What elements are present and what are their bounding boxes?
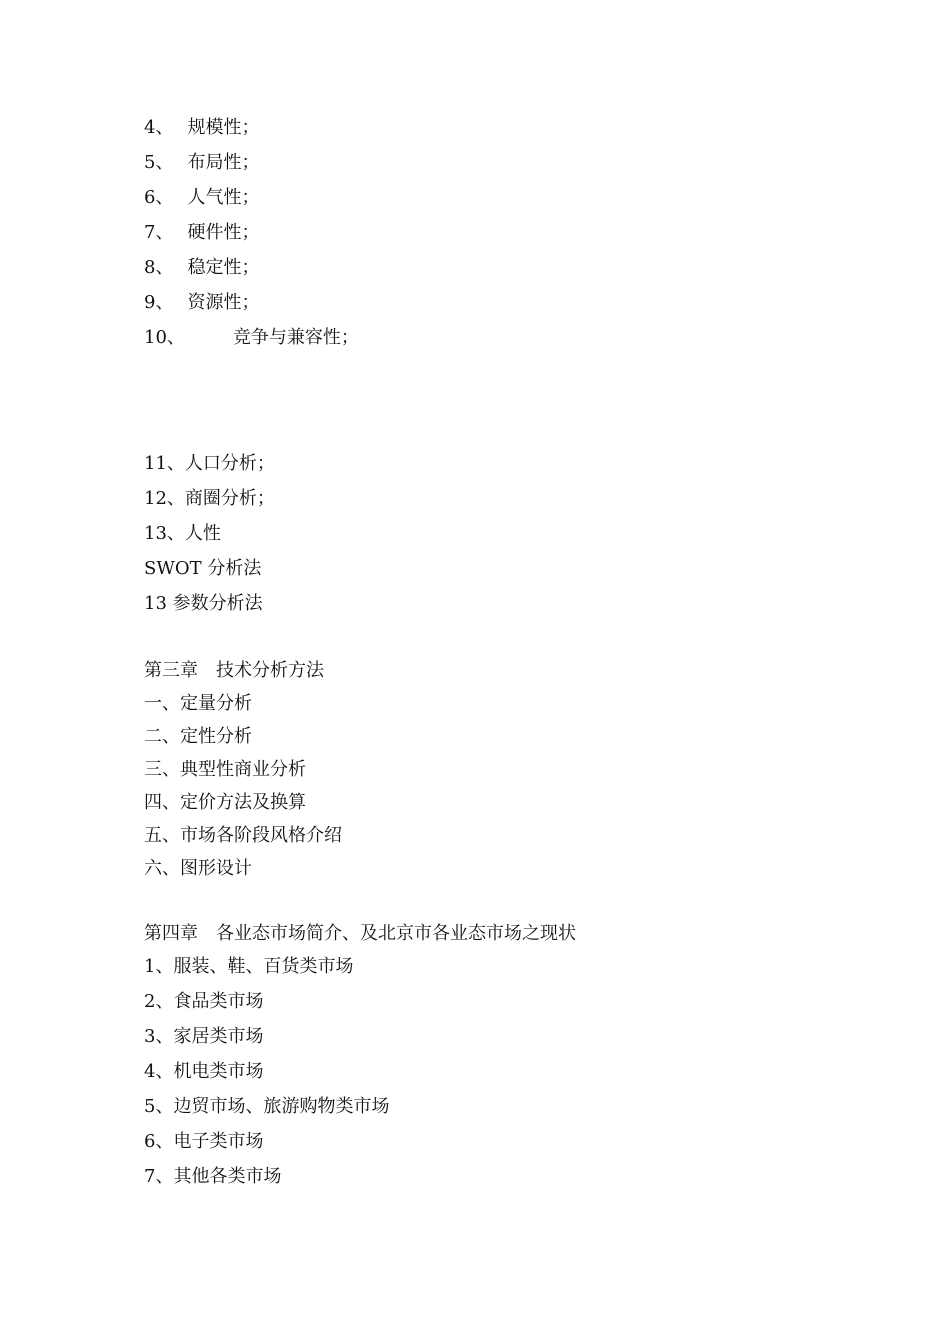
- list-item: 4、机电类市场: [144, 1061, 264, 1082]
- list-text: 人气性；: [187, 187, 260, 208]
- chapter-label: 第三章: [144, 660, 198, 681]
- list-item: 13、人性: [144, 523, 221, 544]
- list-text: 竞争与兼容性；: [232, 327, 359, 348]
- chapter-label: 第四章: [144, 923, 198, 944]
- list-text: 布局性；: [187, 152, 260, 173]
- list-number: 10、: [144, 327, 185, 348]
- list-item: [144, 116, 259, 140]
- list-text: 稳定性；: [187, 257, 260, 278]
- chapter-heading: [144, 922, 576, 946]
- chapter-title: 技术分析方法: [216, 660, 324, 681]
- list-item: 四、定价方法及换算: [144, 792, 306, 813]
- list-item: [144, 326, 359, 350]
- list-item: 6、电子类市场: [144, 1131, 264, 1152]
- chapter-heading: [144, 659, 324, 683]
- list-text: 硬件性；: [187, 222, 260, 243]
- list-item: [144, 221, 259, 245]
- list-item: 7、其他各类市场: [144, 1166, 282, 1187]
- list-item: 5、边贸市场、旅游购物类市场: [144, 1096, 390, 1117]
- list-item: 三、典型性商业分析: [144, 759, 306, 780]
- list-item: [144, 151, 259, 175]
- list-number: 6、: [144, 187, 174, 208]
- list-text: 资源性；: [187, 292, 260, 313]
- list-number: 7、: [144, 222, 174, 243]
- chapter-title: 各业态市场简介、及北京市各业态市场之现状: [216, 923, 576, 944]
- list-item: 二、定性分析: [144, 726, 252, 747]
- list-item: 五、市场各阶段风格介绍: [144, 825, 342, 846]
- list-item: 12、商圈分析；: [144, 488, 275, 509]
- list-item: 2、食品类市场: [144, 991, 264, 1012]
- list-item: 3、家居类市场: [144, 1026, 264, 1047]
- list-item: [144, 186, 259, 210]
- list-number: 5、: [144, 152, 174, 173]
- list-number: 8、: [144, 257, 174, 278]
- list-item: 六、图形设计: [144, 858, 252, 879]
- list-item: [144, 256, 259, 280]
- list-item: 13 参数分析法: [144, 593, 263, 614]
- list-item: 1、服装、鞋、百货类市场: [144, 956, 354, 977]
- list-number: 9、: [144, 292, 174, 313]
- list-text: 规模性；: [187, 117, 260, 138]
- list-item: [144, 291, 259, 315]
- list-item: SWOT 分析法: [144, 558, 262, 579]
- list-item: 11、人口分析；: [144, 453, 275, 474]
- list-number: 4、: [144, 117, 174, 138]
- list-item: 一、定量分析: [144, 693, 252, 714]
